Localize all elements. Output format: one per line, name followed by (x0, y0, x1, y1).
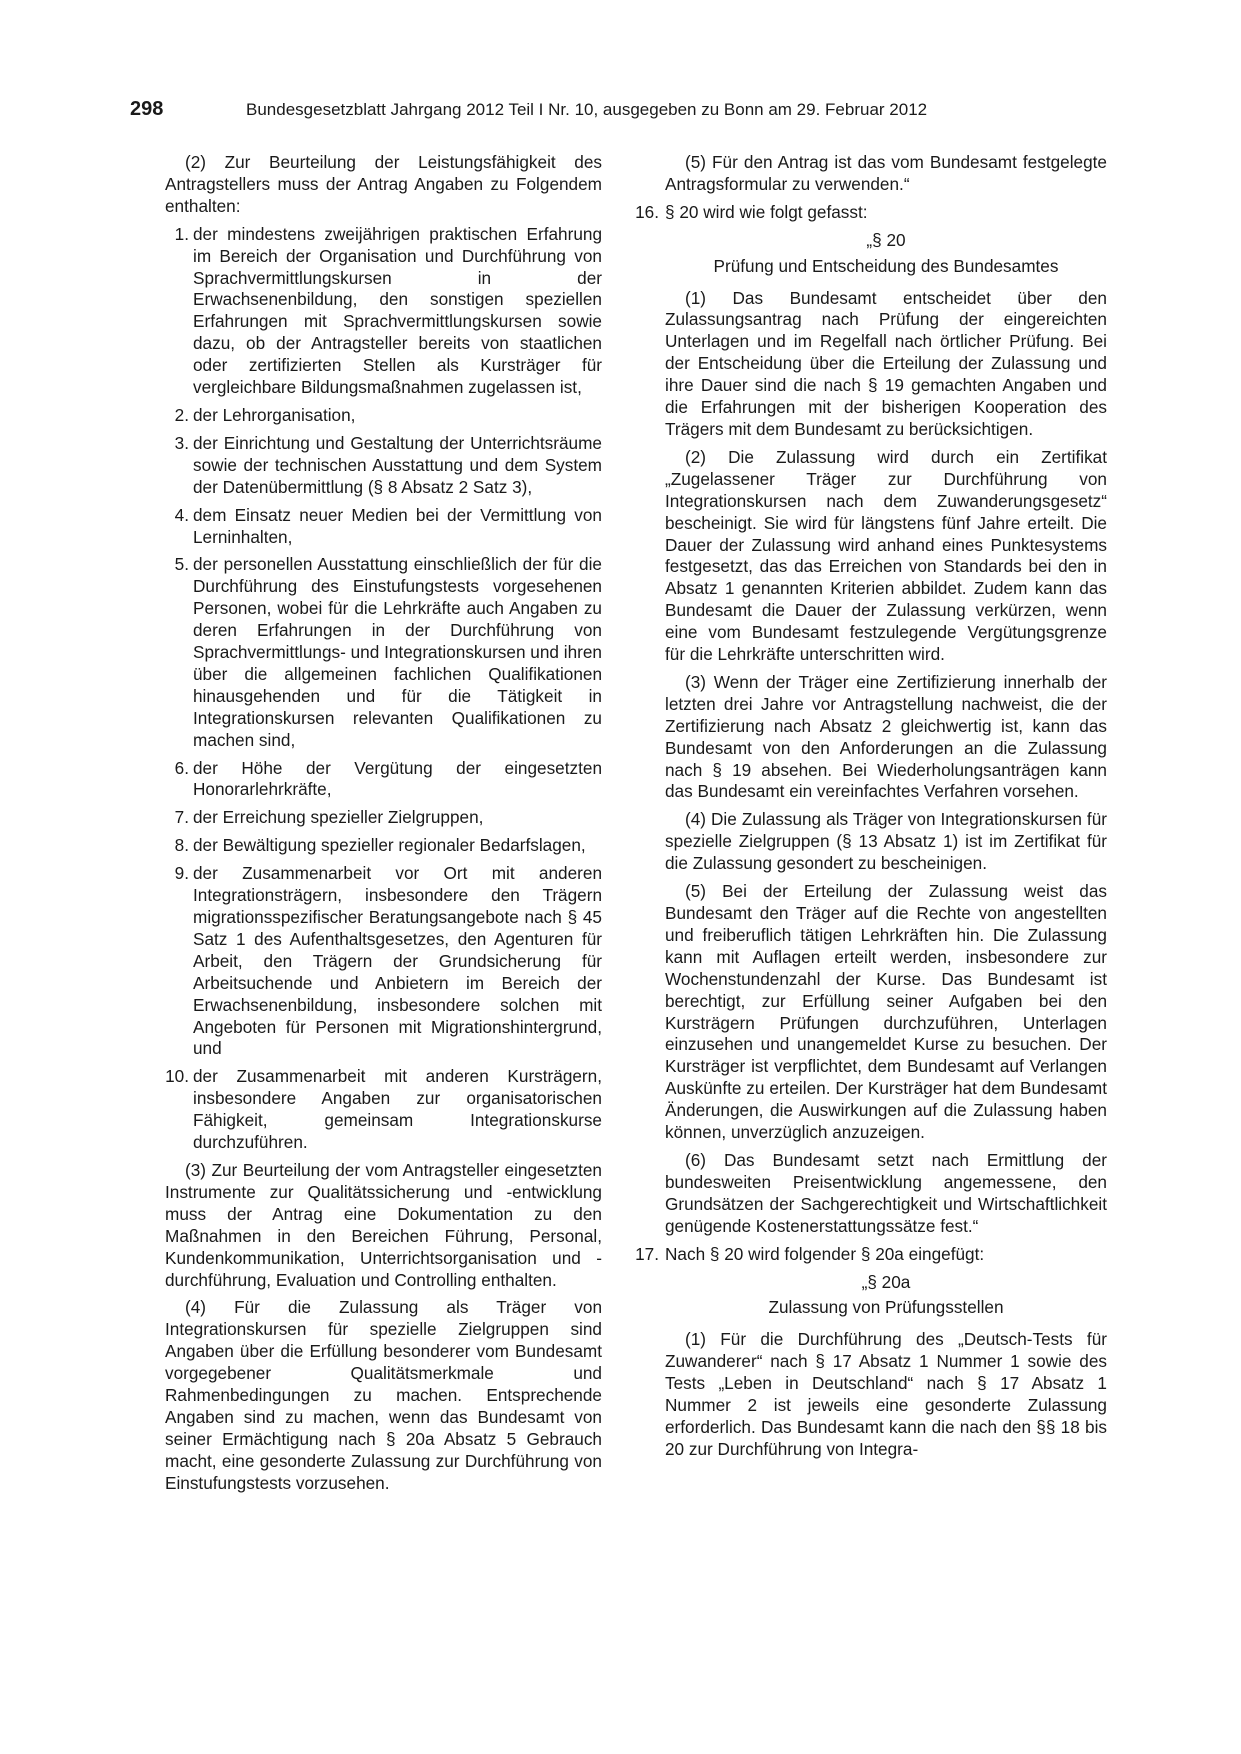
section-title: Zulassung von Prüfungsstellen (768, 1297, 1004, 1318)
list-item-text: der Einrichtung und Gestaltung der Unterrichtsräume sowie der technischen Ausstattung und dem System der Datenübermittlung (§ 8 Absatz 2 Satz 3), (193, 432, 602, 497)
amendment-number: 17. (635, 1243, 659, 1264)
section-20a-paragraph-1: (1) Für die Durchführung des „Deutsch-Tests für Zuwanderer“ nach § 17 Absatz 1 Nummer 1 sowie des Tests „Leben in Deutschland“ nach § 17 Absatz 1 Nummer 2 ist jeweils eine gesonderte Zulassung erforderlich. Das Bundesamt kann die nach den §§ 18 bis 20 zur Durchführung von Integra- (665, 1329, 1107, 1459)
section-20-paragraph: (4) Die Zulassung als Träger von Integrationskursen für spezielle Zielgruppen (§ 13 Absatz 1) ist im Zertifikat für die Zulassung gesondert zu bescheinigen. (665, 809, 1107, 874)
list-item-number: 4. (174, 504, 189, 525)
list-item-text: der mindestens zweijährigen praktischen Erfahrung im Bereich der Organisation und Durchführung von Sprachvermittlungskursen in der Erwachsenenbildung, den sonstigen speziellen Erfahrungen mit Sprachvermittlungskursen sowie dazu, ob der Antragsteller bereits von staatlichen oder zertifizierten Stellen als Kursträger für vergleichbare Bildungsmaßnahmen zugelassen ist, (193, 223, 602, 398)
list-item-number: 8. (174, 835, 189, 856)
section-20-paragraphs (665, 288, 1107, 1238)
list-item-number: 7. (174, 807, 189, 828)
paragraph-4: (4) Für die Zulassung als Träger von Integrationskursen für spezielle Zielgruppen sind Angaben über die Erfüllung besonderer vom Bundesamt vorgegebener Qualitätsmerkmale und Rahmenbedingungen zu machen. Entsprechende Angaben sind zu machen, wenn das Bundesamt von seiner Ermächtigung nach § 20a Absatz 5 Gebrauch macht, eine gesonderte Zulassung zur Durchführung von Einstufungstests vorzusehen. (165, 1297, 602, 1493)
list-item-text: der Höhe der Vergütung der eingesetzten Honorarlehrkräfte, (193, 757, 602, 800)
paragraph-3: (3) Zur Beurteilung der vom Antragsteller eingesetzten Instrumente zur Qualitätssicherung und -entwicklung muss der Antrag eine Dokumentation zu den Maßnahmen in den Bereichen Führung, Personal, Kundenkommunikation, Unterrichtsorganisation und -durchführung, Evaluation und Controlling enthalten. (165, 1159, 602, 1290)
list-item (165, 505, 602, 549)
list-item-number: 6. (174, 757, 189, 778)
page-number: 298 (130, 98, 164, 120)
list-item-number: 5. (174, 554, 189, 575)
amendment-17 (631, 1244, 1107, 1266)
running-title: Bundesgesetzblatt Jahrgang 2012 Teil I Nr. 10, ausgegeben zu Bonn am 29. Februar 2012 (246, 100, 928, 119)
list-item-text: dem Einsatz neuer Medien bei der Vermittlung von Lerninhalten, (193, 504, 602, 547)
list-item-number: 10. (165, 1066, 189, 1087)
section-20-paragraph: (5) Bei der Erteilung der Zulassung weist das Bundesamt den Träger auf die Rechte von angestellten und freiberuflich tätigen Lehrkräften hin. Die Zulassung kann mit Auflagen erteilt werden, insbesondere zur Wochenstundenzahl der Kurse. Das Bundesamt ist berechtigt, zur Erfüllung seiner Aufgaben bei den Kursträgern Prüfungen durchzuführen, Unterlagen einzusehen und unangemeldet Kurse zu besuchen. Der Kursträger ist verpflichtet, dem Bundesamt auf Verlangen Auskünfte zu erteilen. Der Kursträger hat dem Bundesamt Änderungen, die Auswirkungen auf die Zulassung haben können, unverzüglich anzuzeigen. (665, 881, 1107, 1143)
list-item (165, 835, 602, 857)
amendment-number: 16. (635, 201, 659, 222)
list-item (165, 758, 602, 802)
section-heading: „§ 20 (866, 229, 906, 250)
list-item-number: 9. (174, 863, 189, 884)
list-item-number: 3. (174, 432, 189, 453)
amendment-text: § 20 wird wie folgt gefasst: (665, 201, 868, 222)
section-20-paragraph: (2) Die Zulassung wird durch ein Zertifikat „Zugelassener Träger zur Durchführung von Integrationskursen nach dem Zuwanderungsgesetz“ bescheinigt. Sie wird für längstens fünf Jahre erteilt. Die Dauer der Zulassung wird anhand eines Punktesystems festgesetzt, das das Erreichen von Standards bei den in Absatz 1 genannten Kriterien abbildet. Zudem kann das Bundesamt die Dauer der Zulassung verkürzen, wenn eine vom Bundesamt festzulegende Vergütungsgrenze für die Lehrkräfte unterschritten wird. (665, 446, 1107, 665)
list-item (165, 807, 602, 829)
page-header (130, 98, 1111, 128)
section-20-paragraph: (1) Das Bundesamt entscheidet über den Zulassungsantrag nach Prüfung der eingereichten Unterlagen und im Regelfall nach örtlicher Prüfung. Bei der Entscheidung über die Erteilung der Zulassung und ihre Dauer sind die nach § 19 gemachten Angaben und die Erfahrungen mit der bisherigen Kooperation des Trägers mit dem Bundesamt zu berücksichtigen. (665, 287, 1107, 439)
list-item-text: der Bewältigung spezieller regionaler Bedarfslagen, (193, 835, 586, 856)
list-item-number: 2. (174, 404, 189, 425)
section-title: Prüfung und Entscheidung des Bundesamtes (713, 255, 1059, 276)
list-item (165, 554, 602, 751)
section-20-paragraph: (6) Das Bundesamt setzt nach Ermittlung der bundesweiten Preisentwicklung angemessene, den Grundsätzen der Sachgerechtigkeit und Wirtschaftlichkeit genügende Kostenerstattungssätze fest.“ (665, 1149, 1107, 1236)
list-item (165, 433, 602, 499)
list-item (165, 863, 602, 1060)
paragraph-5: (5) Für den Antrag ist das vom Bundesamt festgelegte Antragsformular zu verwenden.“ (665, 152, 1107, 194)
amendment-text: Nach § 20 wird folgender § 20a eingefügt: (665, 1243, 985, 1264)
list-item (165, 405, 602, 427)
list-item-text: der personellen Ausstattung einschließlich der für die Durchführung des Einstufungstests vorgesehenen Personen, wobei für die Lehrkräfte auch Angaben zu deren Erfahrungen in der Durchführung von Sprachvermittlungs- und Integrationskursen und ihren über die allgemeinen fachlichen Qualifikationen hinausgehenden und für die Tätigkeit in Integrationskursen relevanten Qualifikationen zu machen sind, (193, 554, 602, 750)
section-20-paragraph: (3) Wenn der Träger eine Zertifizierung innerhalb der letzten drei Jahre vor Antragstellung nachweist, die der Zertifizierung nach Absatz 2 gleichwertig ist, kann das Bundesamt von den Anforderungen an die Zulassung nach § 19 absehen. Bei Wiederholungsanträgen kann das Bundesamt ein vereinfachtes Verfahren vorsehen. (665, 671, 1107, 802)
paragraph-2-intro: (2) Zur Beurteilung der Leistungsfähigkeit des Antragstellers muss der Antrag Angaben zu Folgendem enthalten: (165, 152, 602, 216)
list-item-text: der Zusammenarbeit vor Ort mit anderen Integrationsträgern, insbesondere den Trägern migrationsspezifischer Beratungsangebote nach § 45 Satz 1 des Aufenthaltsgesetzes, den Agenturen für Arbeit, den Trägern der Grundsicherung für Arbeitsuchende und Anbietern im Bereich der Erwachsenenbildung, insbesondere solchen mit Angeboten für Personen mit Migrationshintergrund, und (193, 863, 602, 1059)
section-heading: „§ 20a (861, 1271, 911, 1292)
right-column (631, 152, 1107, 1467)
enumerated-list (165, 224, 602, 1154)
left-column (165, 152, 602, 1501)
list-item (165, 224, 602, 399)
list-item-text: der Erreichung spezieller Zielgruppen, (193, 807, 484, 828)
list-item-text: der Lehrorganisation, (193, 404, 356, 425)
list-item-text: der Zusammenarbeit mit anderen Kursträgern, insbesondere Angaben zur organisatorischen Fähigkeit, gemeinsam Integrationskurse durchzuführen. (193, 1066, 602, 1153)
list-item (165, 1066, 602, 1154)
amendment-16 (631, 202, 1107, 224)
list-item-number: 1. (174, 223, 189, 244)
